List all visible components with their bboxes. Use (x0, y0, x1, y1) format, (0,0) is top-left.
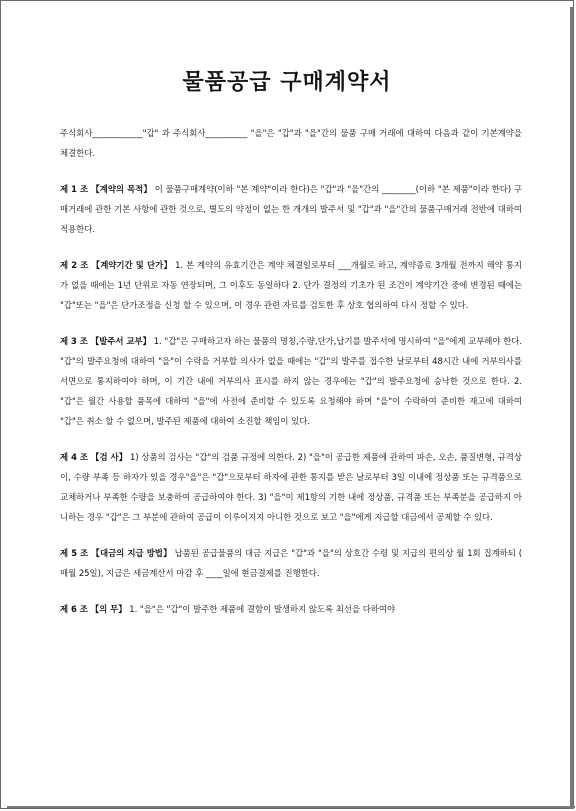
article-text: 1. "갑"은 구매하고자 하는 물품의 명칭,수량,단가,납기를 발주서에 명시하여 "을"에게 교부해야 한다. "갑"의 발주요청에 대하여 "을"이 수락을 거부할 의사가 없을 때에는 "갑"의 발주를 접수한 날로부터 48시간 내에 거부의사를 서면으로 통지하여야 하며, 이 기간 내에 거부의사 표시를 하지 않는 경우에는 "갑"의 발주요청에 승낙한 것으로 한다. 2. "갑"은 월간 사용할 품목에 대하여 "을"에 사전에 준비할 수 있도록 요청해야 하며 "을"이 수락하여 준비한 재고에 대하여 "갑"은 취소 할 수 없으며, 발주된 제품에 대하여 소진할 책임이 있다. (60, 336, 522, 426)
article-text: 1. "을"은 "갑"이 발주한 제품에 결함이 발생하지 않도록 최선을 다하여야 (126, 604, 396, 614)
article-text: 납품된 공급물품의 대금 지급은 "갑"과 "을"의 상호간 수령 및 지급의 편의상 월 1회 집계하되 ( 매월 25일), 지급은 세금계산서 마감 후 ____일에 현금결제를 진행한다. (60, 548, 523, 578)
intro-paragraph: 주식회사____________"갑" 과 주식회사__________ "을"은 "갑"과 "을"간의 물품 구매 거래에 대하여 다음과 같이 기본계약을 체결한다. (60, 128, 522, 158)
article-2 (60, 255, 522, 315)
article-3 (60, 331, 522, 431)
document-title: 물품공급 구매계약서 (182, 70, 392, 95)
document-body (60, 123, 522, 635)
article-6 (60, 599, 522, 619)
article-text: 1. 본 계약의 유효기간은 계약 체결일로부터 ___개월로 하고, 계약종료 3개월 전까지 해약 통지가 없을 때에는 1년 단위로 자동 연장되며, 그 이후도 동일하다 2. 단가 결정의 기초가 된 조건이 계약기간 중에 변경된 때에는 "갑"또는 "을"은 단가조정을 신청 할 수 있으며, 이 경우 관련 자료를 검토한 후 상호 협의하여 다시 정할 수 있다. (60, 260, 523, 310)
article-heading: 제 4 조 【검 사】 (60, 452, 128, 462)
page-shadow-bottom (7, 806, 575, 808)
article-text: 1) 상품의 검사는 "갑"의 검품 규정에 의한다. 2) "을"이 공급한 제품에 관하여 파손, 오손, 품질변형, 규격상이, 수량 부족 등 하자가 있을 경우"을"은 "갑"으로부터 하자에 관한 통지를 받은 날로부터 3일 이내에 정상품 또는 규격품으로 교체하거나 부족한 수량을 보충하여 공급하여야 한다. 3) "을"이 제1항의 기한 내에 정상품, 규격품 또는 부족분을 공급하지 아니하는 경우 "갑"은 그 부분에 관하여 공급이 이루어지지 아니한 것으로 보고 "을"에게 지급할 대금에서 공제할 수 있다. (60, 452, 522, 522)
article-heading: 제 3 조 【발주서 교부】 (60, 336, 152, 346)
article-heading: 제 2 조 【계약기간 및 단가】 (60, 260, 173, 270)
article-text: 이 물품구매계약(이하 "본 계약"이라 한다)은 "갑"과 "을"간의 ________(이하 "본 제품"이라 한다) 구매거래에 관한 기본 사항에 관한 것으로, 별도의 약정이 없는 한 개개의 발주서 및 "갑"과 "을"간의 물품구매거래 전반에 대하여 적용한다. (60, 184, 523, 234)
article-heading: 제 5 조 【대금의 지급 방법】 (60, 548, 172, 558)
page-shadow-right (570, 7, 573, 809)
article-4 (60, 447, 522, 527)
article-5 (60, 543, 522, 583)
article-1 (60, 179, 522, 239)
article-heading: 제 6 조 【의 무】 (60, 604, 127, 614)
article-heading: 제 1 조 【계약의 목적】 (60, 184, 152, 194)
